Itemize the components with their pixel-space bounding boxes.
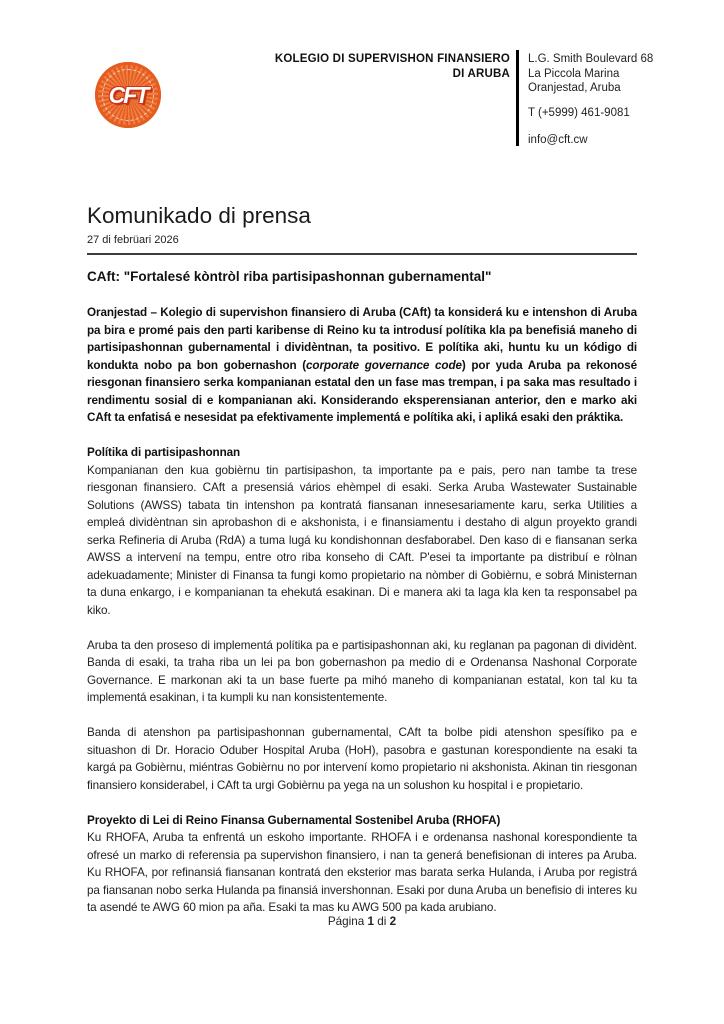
headline: CAft: "Fortalesé kòntròl riba partisipashonnan gubernamental": [87, 269, 492, 284]
address-line: La Piccola Marina: [528, 67, 620, 80]
page-number-label: Página: [327, 915, 365, 928]
press-release-body: [87, 203, 637, 917]
organization-name: [275, 52, 510, 82]
paragraph-politika-3: Banda di atenshon pa partisipashonnan gubernamental, CAft ta bolbe pidi atenshon spesífiko pa e situashon di Dr. Horacio Oduber Hospital Aruba (HoH), pasobra e gastunan korespondiente na esaki ta kargá pa Gobièrnu, miéntras Gobièrnu no por intervení komo propietario ni akshonista. Akinan tin riesgonan finansiero konsiderabel, i CAft ta urgi Gobièrnu pa yega na un solushon ku hospital i e propietario.: [87, 726, 637, 792]
organization-name-line2: DI ARUBA: [452, 68, 510, 80]
paragraph-rhofa-1: Ku RHOFA, Aruba ta enfrentá un eskoho importante. RHOFA i e ordenansa nashonal korespondiente ta ofresé un marko di referensia pa supervishon finansiero, i nan ta generá benefisionan di interes pa Aruba. Ku RHOFA, por refinansiá fiansanan kontratá den eksterior mas barata serka Hulanda, i Aruba por registrá pa fiansanan nobo serka Hulanda pa finansiá invershonnan. Esaki por duna Aruba un benefisio di interes ku ta asendé te AWG 60 mion pa aña. Esaki ta mas ku AWG 500 pa kada arubiano.: [87, 831, 637, 914]
lead-paragraph: [87, 304, 637, 427]
paragraph-politika-1: Kompanianan den kua gobièrnu tin partisipashon, ta importante pa e pais, pero nan tambe ta trese riesgonan finansiero. CAft a presensiá vários ehèmpel di esaki. Serka Aruba Wastewater Sustainable Solutions (AWSS) tabata tin intenshon pa kontratá fiansanan innesesariamente karu, serka Utilities a empleá dividèntnan sin aprobashon di e akshonista, i e finansiamentu i destaho di algun proyekto grandi serka Refineria di Aruba (RdA) a tuma lugá ku kondishonnan desfaborabel. Den kaso di e fiansanan serka AWSS a intervení na tempu, entre otro riba konseho di CAft. P'esei ta importante pa distribuí e ròlnan adekuadamente; Minister di Finansa ta fungi komo propietario na nòmber di Gobièrnu, e sobrá Ministernan ta duna enkargo, i e kompanianan ta ehekutá esakinan. Di e manera aki ta laga kla ken ta responsabel pa kiko.: [87, 463, 637, 617]
page-title: Komunikado di prensa: [87, 203, 311, 228]
phone-number: T (+5999) 461-9081: [528, 106, 630, 119]
title-divider: [87, 253, 637, 255]
total-page-number: 2: [389, 915, 397, 928]
document-date: 27 di febrüari 2026: [87, 234, 179, 246]
email-address: info@cft.cw: [528, 134, 588, 146]
section-heading-politika: Polítika di partisipashonnan: [87, 446, 241, 459]
organization-name-line1: KOLEGIO DI SUPERVISHON FINANSIERO: [274, 53, 510, 65]
letterhead: [0, 0, 724, 148]
current-page-number: 1: [367, 915, 375, 928]
lead-text-before: Oranjestad – Kolegio di supervishon finansiero di Aruba (CAft) ta konsiderá ku e intenshon di Aruba pa bira e promé pais den parti karibense di Reino ku ta introdusí polítika kla pa benefisiá maneho di partisipashonnan gubernamental i dividèntnan, ta positivo. E polítika aki, huntu ku un kódigo di kondukta nobo pa bon gobernashon (: [87, 306, 637, 372]
address-line: L.G. Smith Boulevard 68: [528, 53, 654, 65]
section-heading-rhofa: Proyekto di Lei di Reino Finansa Gubernamental Sostenibel Aruba (RHOFA): [87, 813, 501, 827]
contact-block: [528, 52, 653, 148]
lead-text-after: ) por yuda Aruba pa rekonosé riesgonan finansiero serka kompanianan estatal den un fase mas trempan, i pa saka mas resultado i rendimentu sosial di e kompanianan aki. Konsiderando eksperensianan anterior, den e marko aki CAft ta enfatisá e nesesidat pa efektivamente implementá e polítika aki, i apliká esaki den práktika.: [87, 358, 637, 424]
cft-logo-text: CFT: [108, 81, 148, 108]
lead-text-italic: corporate governance code: [306, 358, 462, 372]
page-footer: [0, 915, 724, 928]
cft-logo-icon: [95, 62, 161, 128]
header-vertical-divider: [516, 50, 519, 146]
address-line: Oranjestad, Aruba: [528, 82, 621, 94]
paragraph-politika-2: Aruba ta den proseso di implementá polítika pa e partisipashonnan aki, ku reglanan pa pagonan di dividènt. Banda di esaki, ta traha riba un lei pa bon gobernashon pa medio di e Ordenansa Nashonal Corporate Governance. E markonan aki ta un base fuerte pa mihó maneho di kompanianan estatal, kon tal ku ta implementá esakinan, i ta kumpli ku nan konsistentemente.: [87, 638, 637, 704]
page-number-separator: di: [377, 915, 387, 928]
